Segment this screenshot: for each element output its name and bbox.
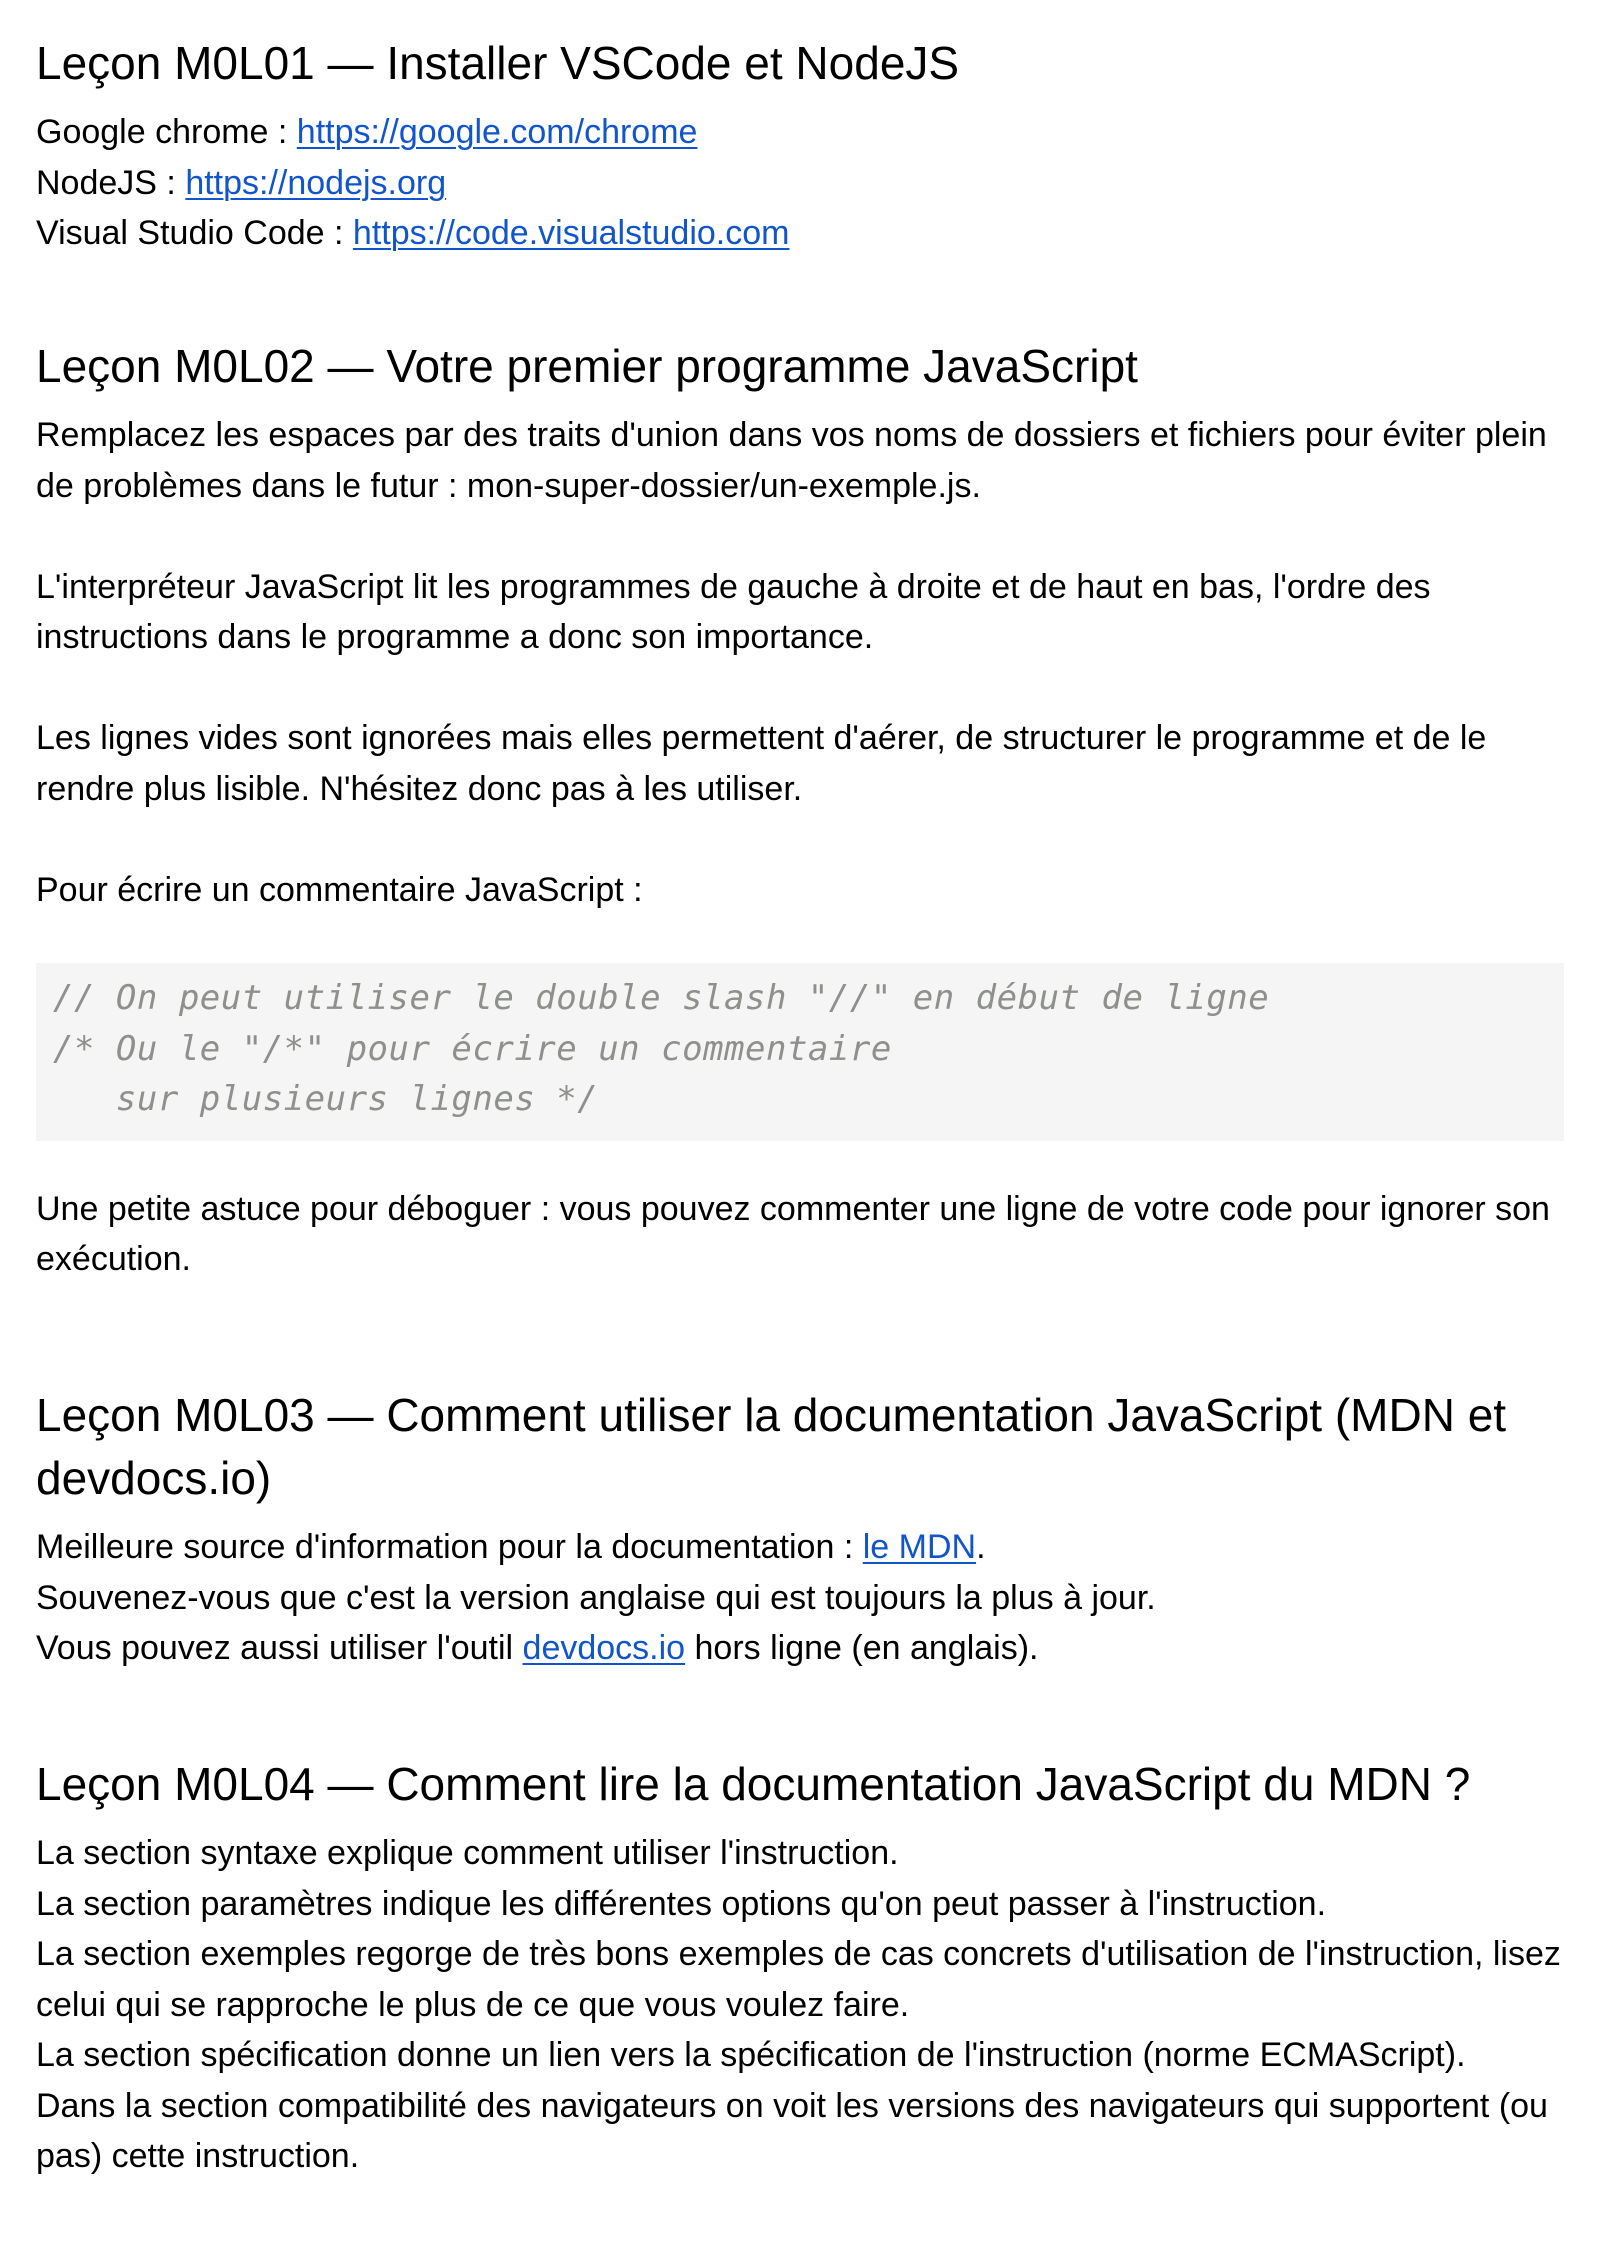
- lesson-m0l04-body: [36, 1828, 1564, 2182]
- devdocs-outro-text: hors ligne (en anglais).: [685, 1629, 1039, 1667]
- lesson-m0l01-title: Leçon M0L01 — Installer VSCode et NodeJS: [36, 37, 960, 89]
- lesson-m0l01: [36, 32, 1564, 259]
- lesson-m0l03-body: [36, 1522, 1564, 1674]
- examples-section-text: La section exemples regorge de très bons exemples de cas concrets d'utilisation de l'instruction, lisez celui qui se rapproche le plus de ce que vous voulez faire.: [36, 1935, 1561, 2024]
- code-line: // On peut utiliser le double slash "//" en début de ligne: [53, 978, 1270, 1018]
- lesson-m0l02-paragraph-comment-intro: Pour écrire un commentaire JavaScript :: [36, 870, 643, 909]
- mdn-intro-end: .: [976, 1528, 986, 1566]
- mdn-link[interactable]: le MDN: [862, 1528, 977, 1566]
- compatibility-section-text: Dans la section compatibilité des navigateurs on voit les versions des navigateurs qui supportent (ou pas) cette instruction.: [36, 2086, 1548, 2175]
- code-line: sur plusieurs lignes */: [53, 1079, 599, 1119]
- parameters-section-text: La section paramètres indique les différentes options qu'on peut passer à l'instruction.: [36, 1884, 1327, 1923]
- devdocs-link[interactable]: devdocs.io: [522, 1629, 686, 1667]
- lesson-m0l02: [36, 335, 1564, 1285]
- lesson-m0l01-links: [36, 107, 1564, 259]
- lesson-m0l02-paragraph-blank-lines: Les lignes vides sont ignorées mais elles permettent d'aérer, de structurer le programme et de le rendre plus lisible. N'hésitez donc pas à les utiliser.: [36, 719, 1487, 808]
- lesson-m0l04: [36, 1753, 1564, 2182]
- vscode-link[interactable]: https://code.visualstudio.com: [352, 214, 790, 252]
- code-block: [36, 963, 1564, 1141]
- nodejs-link[interactable]: https://nodejs.org: [185, 163, 447, 202]
- lesson-m0l02-paragraph-filenames: Remplacez les espaces par des traits d'union dans vos noms de dossiers et fichiers pour éviter plein de problèmes dans le futur : mon-super-dossier/un-exemple.js.: [36, 416, 1547, 505]
- devdocs-intro-text: Vous pouvez aussi utiliser l'outil: [36, 1629, 523, 1667]
- link-row-nodejs: [36, 164, 446, 202]
- chrome-label: Google chrome :: [36, 113, 297, 151]
- syntax-section-text: La section syntaxe explique comment utiliser l'instruction.: [36, 1834, 899, 1872]
- link-row-vscode: [36, 214, 789, 252]
- lesson-m0l02-paragraph-interpreter: L'interpréteur JavaScript lit les programmes de gauche à droite et de haut en bas, l'ordre des instructions dans le programme a donc son importance.: [36, 567, 1431, 656]
- lesson-m0l03: [36, 1384, 1564, 1674]
- english-version-note: Souvenez-vous que c'est la version anglaise qui est toujours la plus à jour.: [36, 1578, 1156, 1617]
- code-line: /* Ou le "/*" pour écrire un commentaire: [53, 1028, 892, 1069]
- chrome-link[interactable]: https://google.com/chrome: [296, 113, 698, 151]
- lesson-m0l04-title: Leçon M0L04 — Comment lire la documentation JavaScript du MDN ?: [36, 1758, 1471, 1810]
- lesson-m0l02-paragraph-debug-tip: Une petite astuce pour déboguer : vous pouvez commenter une ligne de votre code pour ignorer son exécution.: [36, 1189, 1550, 1278]
- specification-section-text: La section spécification donne un lien vers la spécification de l'instruction (norme ECMAScript).: [36, 2036, 1466, 2074]
- mdn-intro-text: Meilleure source d'information pour la documentation :: [36, 1528, 863, 1566]
- link-row-chrome: [36, 113, 697, 151]
- nodejs-label: NodeJS :: [36, 163, 186, 202]
- lesson-m0l02-title: Leçon M0L02 — Votre premier programme JavaScript: [36, 340, 1138, 392]
- vscode-label: Visual Studio Code :: [36, 214, 353, 252]
- lesson-m0l03-title: Leçon M0L03 — Comment utiliser la documentation JavaScript (MDN et devdocs.io): [36, 1389, 1507, 1504]
